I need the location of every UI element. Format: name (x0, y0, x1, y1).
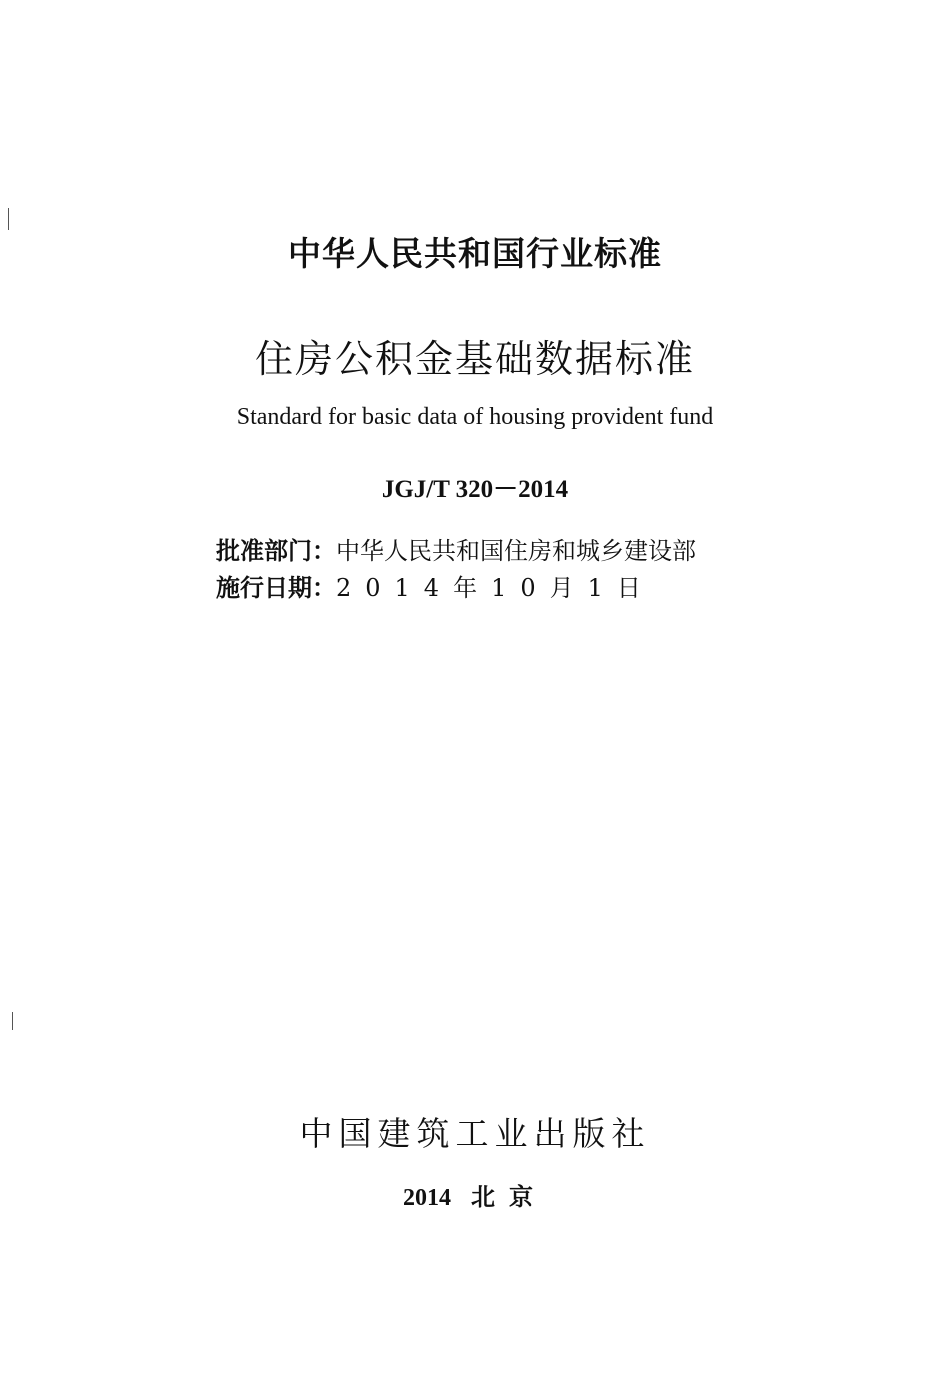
effective-date-value: 2014年10月1日 (336, 574, 655, 602)
effective-date-label: 施行日期： (216, 574, 336, 602)
standard-title-chinese: 住房公积金基础数据标准 (254, 337, 695, 381)
series-title: 中华人民共和国行业标准 (288, 234, 662, 273)
standard-title-english: Standard for basic data of housing provident fund (236, 404, 714, 430)
approval-label: 批准部门： (216, 537, 336, 565)
publication-line (0, 1177, 950, 1212)
standard-number: JGJ/T 320－2014 (381, 476, 569, 503)
publisher-name: 中国建筑工业出版社 (299, 1114, 651, 1153)
scan-margin-mark-bottom (12, 1012, 13, 1030)
approval-value: 中华人民共和国住房和城乡建设部 (336, 537, 696, 565)
scan-margin-mark-top (8, 208, 9, 230)
publication-city: 北京 (471, 1183, 547, 1211)
effective-date-line (216, 568, 776, 603)
approval-line (216, 531, 776, 566)
publication-year: 2014 (403, 1185, 451, 1211)
